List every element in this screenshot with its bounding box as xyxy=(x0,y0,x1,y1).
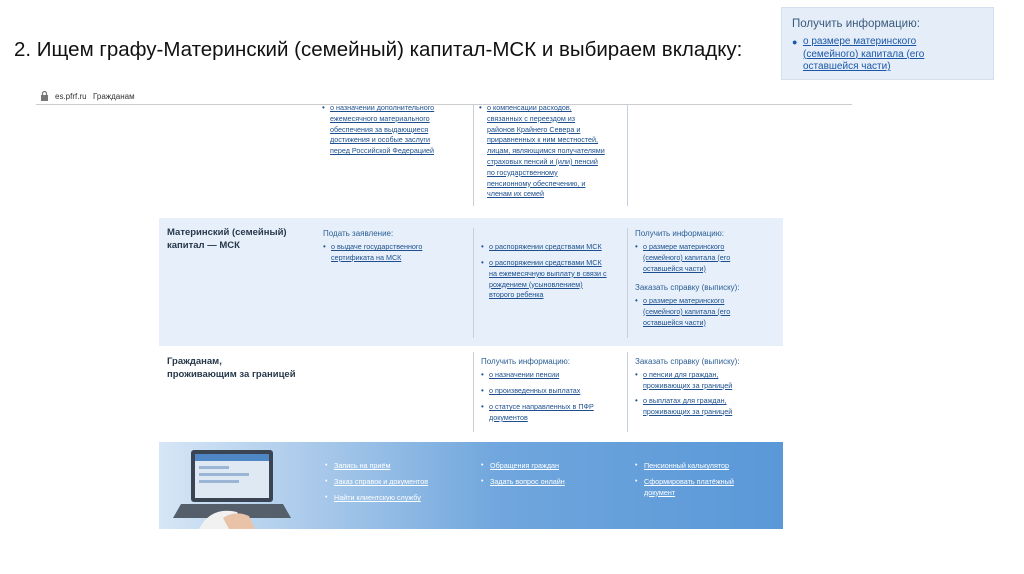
browser-address-bar[interactable] xyxy=(36,90,852,105)
bullet-icon: • xyxy=(635,296,638,305)
divider xyxy=(473,352,474,432)
bullet-icon: • xyxy=(481,478,484,485)
url-host: es.pfrf.ru xyxy=(55,92,87,101)
bullet-icon: • xyxy=(481,402,484,411)
bullet-icon: • xyxy=(635,462,638,469)
abroad-info-header: Получить информацию: xyxy=(481,357,570,366)
cert-header: Заказать справку (выписку): xyxy=(635,283,740,292)
divider xyxy=(627,228,628,338)
footer-link-appointment[interactable]: Запись на приём xyxy=(334,461,391,470)
bullet-icon: • xyxy=(481,462,484,469)
callout-header: Получить информацию: xyxy=(792,18,920,30)
abroad-title: Гражданам, проживающим за границей xyxy=(167,356,296,380)
footer-services xyxy=(159,442,783,529)
bullet-icon: ● xyxy=(792,37,798,47)
laptop-illustration xyxy=(159,442,299,529)
bullet-icon: • xyxy=(481,370,484,379)
footer-link-order-docs[interactable]: Заказ справок и документов xyxy=(334,477,429,486)
bullet-icon: • xyxy=(325,494,328,501)
breadcrumb-section[interactable]: Гражданам xyxy=(93,92,135,101)
callout-link-text: о размере материнского (семейного) капитала (его оставшейся части) xyxy=(803,36,925,72)
abroad-cert-header: Заказать справку (выписку): xyxy=(635,357,740,366)
bullet-icon: • xyxy=(325,462,328,469)
bullet-icon: • xyxy=(322,103,325,112)
apply-header: Подать заявление: xyxy=(323,229,394,238)
divider xyxy=(473,228,474,338)
zoomed-callout xyxy=(781,7,994,80)
footer-link-appeals[interactable]: Обращения граждан xyxy=(490,461,559,470)
bullet-icon: • xyxy=(635,396,638,405)
divider xyxy=(627,104,628,206)
msk-title: Материнский (семейный) капитал — МСК xyxy=(167,227,287,251)
bullet-icon: • xyxy=(479,103,482,112)
bullet-icon: • xyxy=(635,370,638,379)
msk-section: Материнский (семейный) капитал — МСК Подать заявление: • о выдаче государственного сертификата на МСК • о распоряжении средствами МСК • о распоряжении средствами МСК на ежемесячную выплату в связи с рождением (усыновлением) второго ребенка Получить информацию: • о размере материнского (семейного) капитала (его оставшейся части) Заказать справку (выписку): • о размере материнского (семейного) капитала (его оставшейся части) xyxy=(159,218,783,346)
bullet-icon: • xyxy=(481,386,484,395)
bullet-icon: • xyxy=(323,242,326,251)
bullet-icon: • xyxy=(635,242,638,251)
bullet-icon: • xyxy=(325,478,328,485)
info-header: Получить информацию: xyxy=(635,229,724,238)
footer-link-payment-doc[interactable]: Сформировать платёжный документ xyxy=(644,477,734,497)
footer-link-calculator[interactable]: Пенсионный калькулятор xyxy=(644,461,730,470)
bullet-icon: • xyxy=(481,258,484,267)
divider xyxy=(473,104,474,206)
bullet-icon: • xyxy=(481,242,484,251)
bullet-icon: • xyxy=(635,478,638,485)
footer-link-find-office[interactable]: Найти клиентскую службу xyxy=(334,493,421,502)
lock-icon xyxy=(40,91,49,103)
divider xyxy=(627,352,628,432)
slide-title: 2. Ищем графу-Материнский (семейный) капитал-МСК и выбираем вкладку: xyxy=(14,38,743,61)
footer-link-ask-online[interactable]: Задать вопрос онлайн xyxy=(490,477,565,486)
